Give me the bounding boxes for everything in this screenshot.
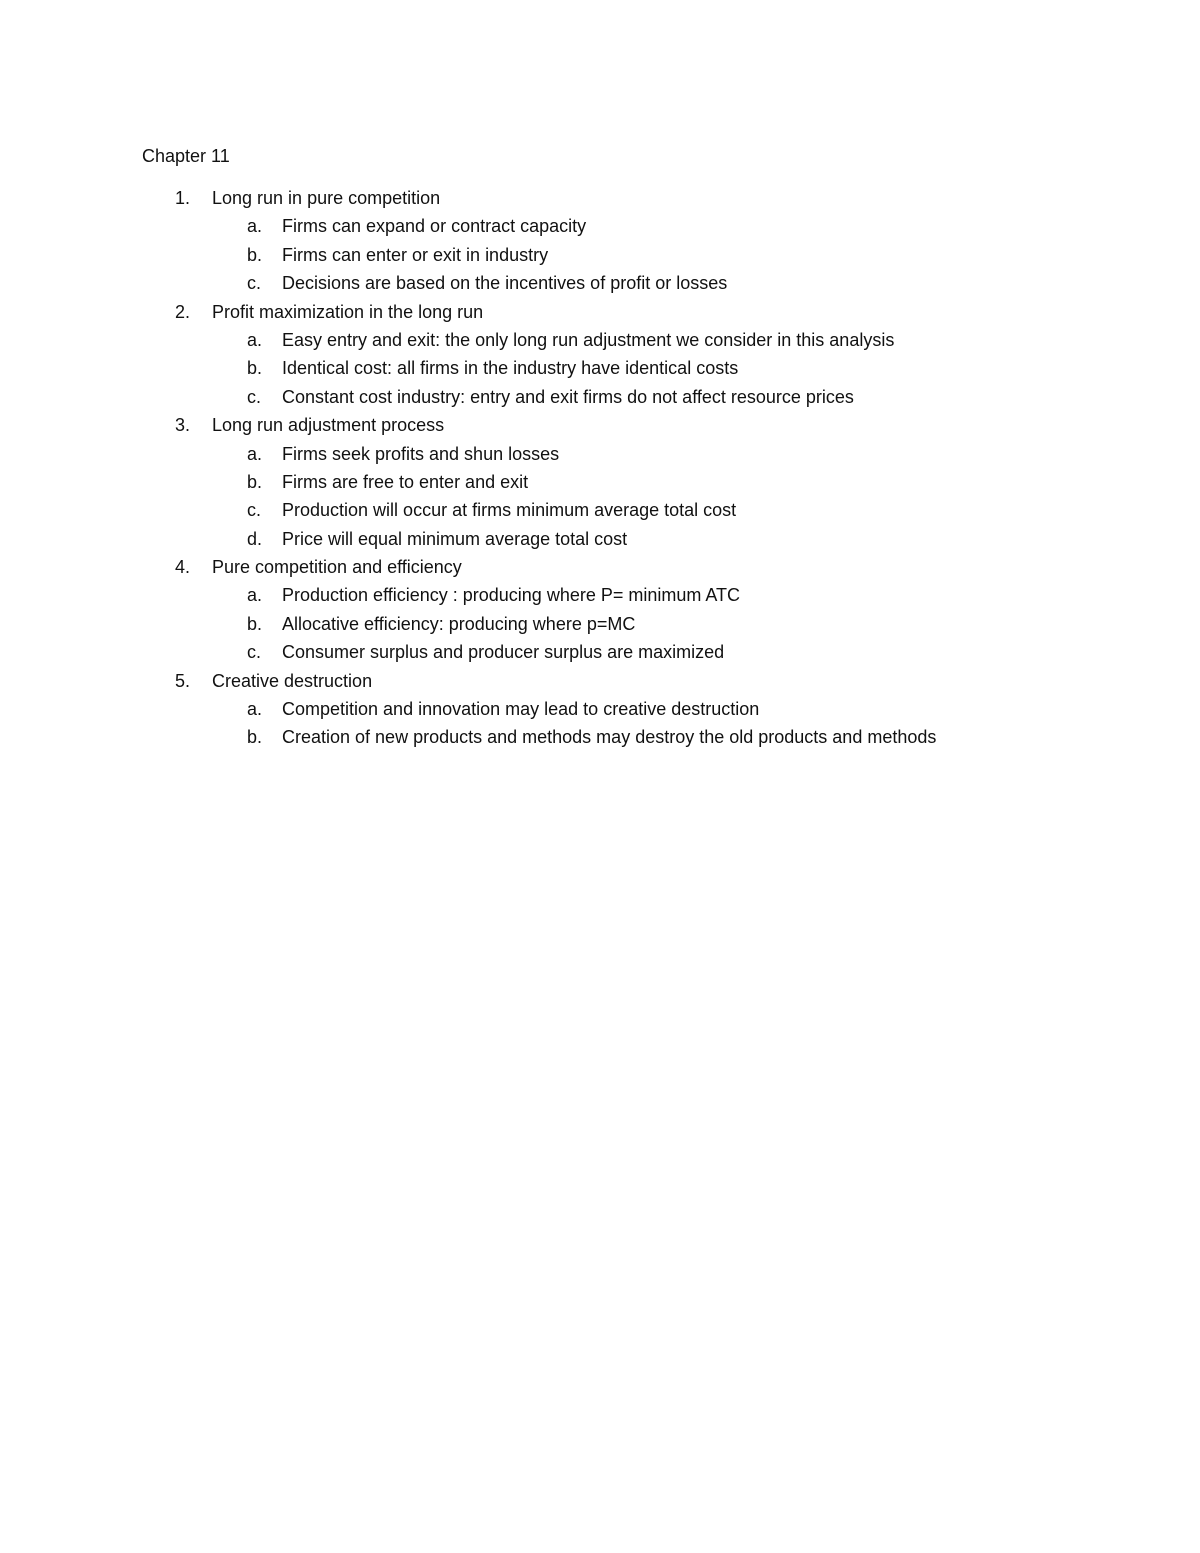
sub-list-item [142,354,1102,382]
sub-list-text: Firms are free to enter and exit [282,471,529,492]
sub-list-text: Competition and innovation may lead to creative destruction [282,699,760,720]
sub-list-text: Identical cost: all firms in the industry have identical costs [282,358,739,379]
list-number: 3. [175,415,191,436]
list-heading: Long run in pure competition [212,188,441,208]
list-heading: Pure competition and efficiency [212,557,462,578]
list-heading: Profit maximization in the long run [212,301,484,322]
list-item [142,184,1102,212]
sub-list-letter: b. [247,613,263,634]
sub-list-item [142,440,1102,468]
sub-list-text: Firms seek profits and shun losses [282,443,560,464]
sub-list-item [142,241,1102,269]
sub-list-item [142,695,1102,723]
sub-list-item [142,610,1102,638]
sub-list-text: Decisions are based on the incentives of profit or losses [282,273,728,294]
document-body [142,142,1102,752]
list-number: 4. [175,557,191,578]
sub-list-letter: b. [247,358,263,379]
sub-list-item [142,468,1102,496]
sub-list-letter: a. [247,216,263,237]
sub-list-text: Price will equal minimum average total cost [282,528,628,549]
sub-list-text: Easy entry and exit: the only long run adjustment we consider in this analysis [282,329,895,350]
list-item [142,553,1102,581]
sub-list-text: Production efficiency : producing where P= minimum ATC [282,585,741,606]
list-heading: Long run adjustment process [212,415,445,436]
sub-list-text: Production will occur at firms minimum average total cost [282,500,737,521]
sub-list-letter: d. [247,528,263,549]
list-number: 1. [175,188,191,208]
sub-list-letter: a. [247,329,263,350]
sub-list-item [142,525,1102,553]
sub-list-item [142,723,1102,751]
sub-list-item [142,269,1102,297]
sub-list-text: Consumer surplus and producer surplus are maximized [282,642,725,663]
sub-list-item [142,383,1102,411]
list-item [142,298,1102,326]
sub-list-item [142,326,1102,354]
list-number: 2. [175,301,191,322]
sub-list-letter: b. [247,727,263,748]
sub-list-letter: c. [247,273,262,294]
sub-list-text: Firms can expand or contract capacity [282,216,587,237]
sub-list-letter: a. [247,443,263,464]
sub-list-letter: a. [247,699,263,720]
sub-list-item [142,212,1102,240]
sub-list-text: Allocative efficiency: producing where p=MC [282,613,636,634]
list-item [142,411,1102,439]
sub-list-text: Firms can enter or exit in industry [282,244,549,265]
sub-list-text: Constant cost industry: entry and exit firms do not affect resource prices [282,386,854,407]
sub-list-letter: c. [247,642,262,663]
list-item [142,667,1102,695]
sub-list-letter: b. [247,244,263,265]
sub-list-letter: a. [247,585,263,606]
sub-list-item [142,496,1102,524]
sub-list-letter: b. [247,471,263,492]
page-title: Chapter 11 [142,146,230,166]
list-heading: Creative destruction [212,670,373,691]
sub-list-letter: c. [247,500,262,521]
sub-list-letter: c. [247,386,262,407]
sub-list-text: Creation of new products and methods may destroy the old products and methods [282,727,937,748]
sub-list-item [142,581,1102,609]
sub-list-item [142,638,1102,666]
list-number: 5. [175,670,191,691]
